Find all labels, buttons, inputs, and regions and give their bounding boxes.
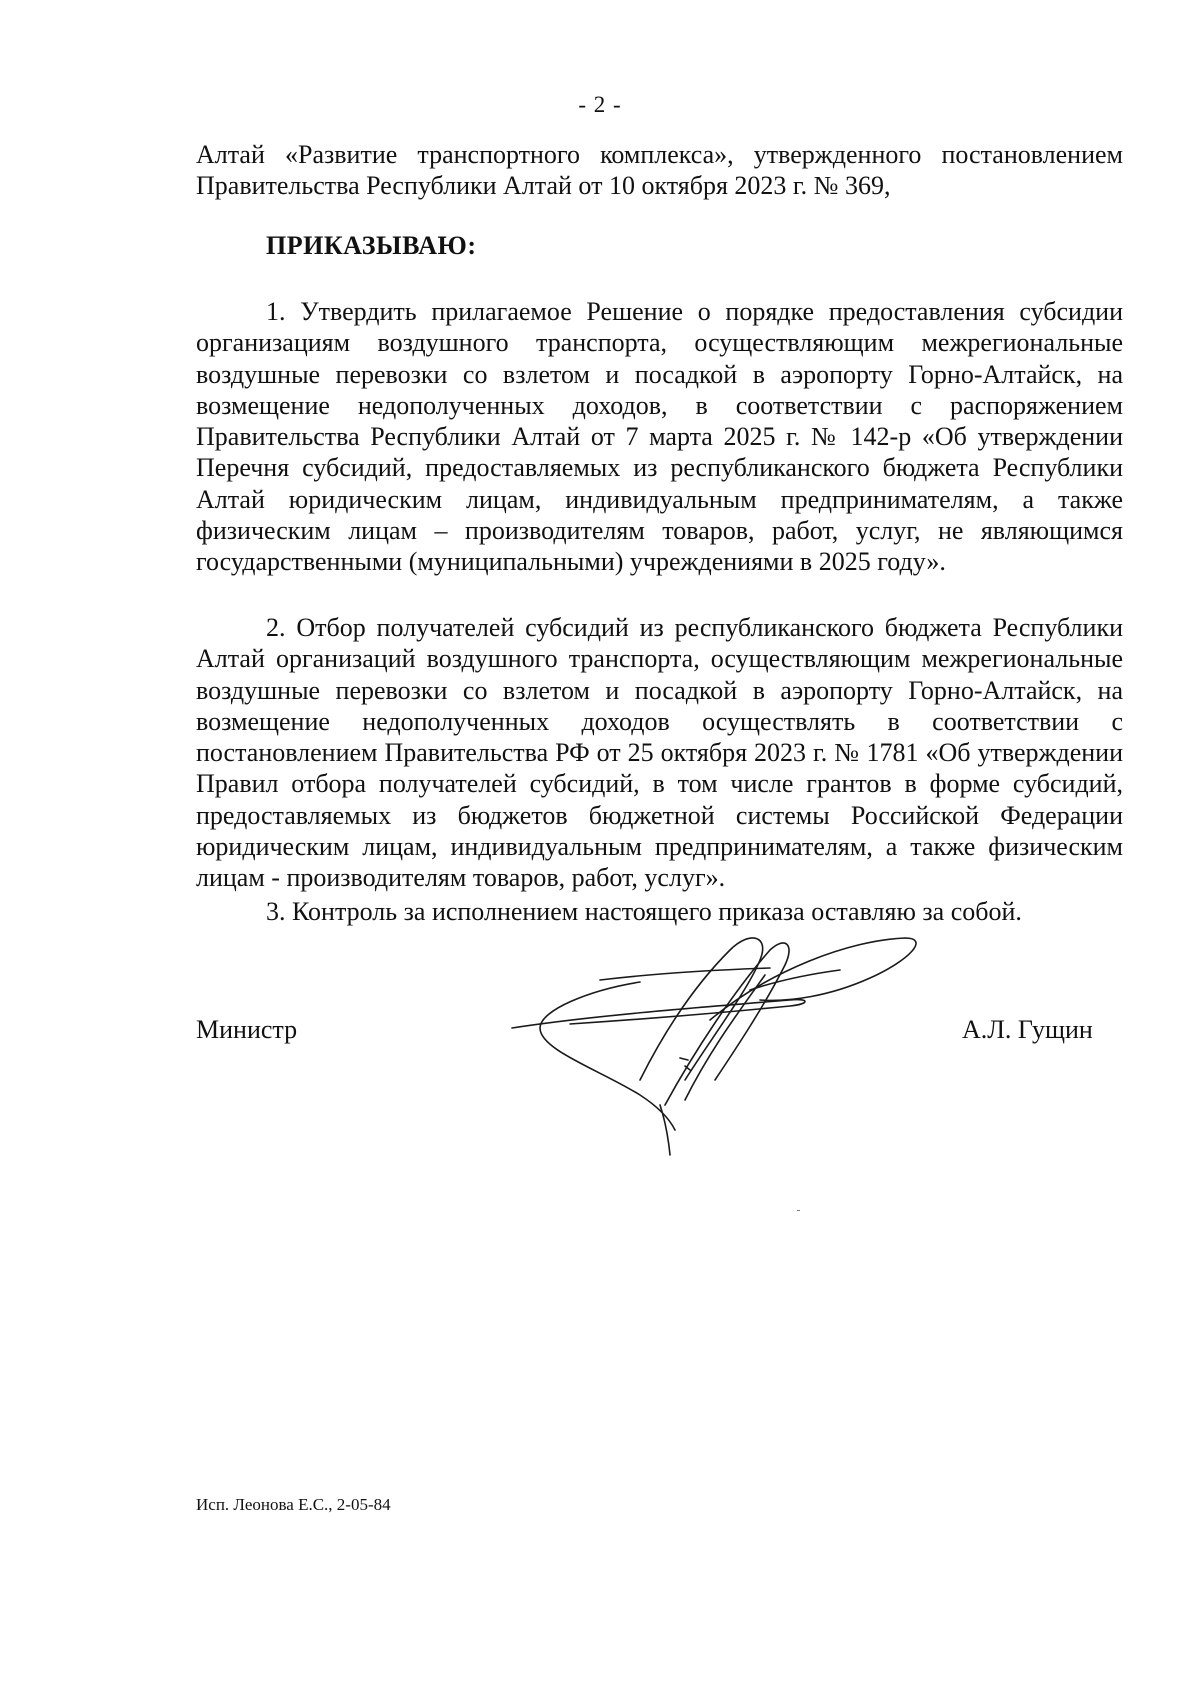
scan-artifact	[797, 1210, 800, 1211]
executor-note: Исп. Леонова Е.С., 2-05-84	[196, 1495, 391, 1514]
handwritten-signature	[510, 930, 990, 1160]
page-number: - 2 -	[578, 92, 622, 117]
order-item-2: 2. Отбор получателей субсидий из республиканского бюджета Республики Алтай организаций воздушного транспорта, осуществляющим межрегиональные воздушные перевозки со взлетом и посадкой в аэропорту Горно-Алтайск, на возмещение недополученных доходов осуществлять в соответствии с постановлением Правительства РФ от 25 октября 2023 г. № 1781 «Об утверждении Правил отбора получателей субсидий, в том числе грантов в форме субсидий, предоставляемых из бюджетов бюджетной системы Российской Федерации юридическим лицам, индивидуальным предпринимателям, а также физическим лицам - производителям товаров, работ, услуг».	[196, 613, 1123, 893]
order-item-1: 1. Утвердить прилагаемое Решение о порядке предоставления субсидии организациям воздушного транспорта, осуществляющим межрегиональные воздушные перевозки со взлетом и посадкой в аэропорту Горно-Алтайск, на возмещение недополученных доходов, в соответствии с распоряжением Правительства Республики Алтай от 7 марта 2025 г. № 142-р «Об утверждении Перечня субсидий, предоставляемых из республиканского бюджета Республики Алтай юридическим лицам, индивидуальным предпринимателям, а также физическим лицам – производителям товаров, работ, услуг, не являющимся государственными (муниципальными) учреждениями в 2025 году».	[196, 297, 1123, 577]
signer-name: А.Л. Гущин	[962, 1015, 1093, 1044]
signer-position: Министр	[196, 1015, 298, 1044]
intro-paragraph: Алтай «Развитие транспортного комплекса», утвержденного постановлением Правительства Республики Алтай от 10 октября 2023 г. № 369,	[196, 140, 1123, 201]
order-item-3: 3. Контроль за исполнением настоящего приказа оставляю за собой.	[266, 897, 1022, 926]
order-heading: ПРИКАЗЫВАЮ:	[266, 231, 477, 260]
